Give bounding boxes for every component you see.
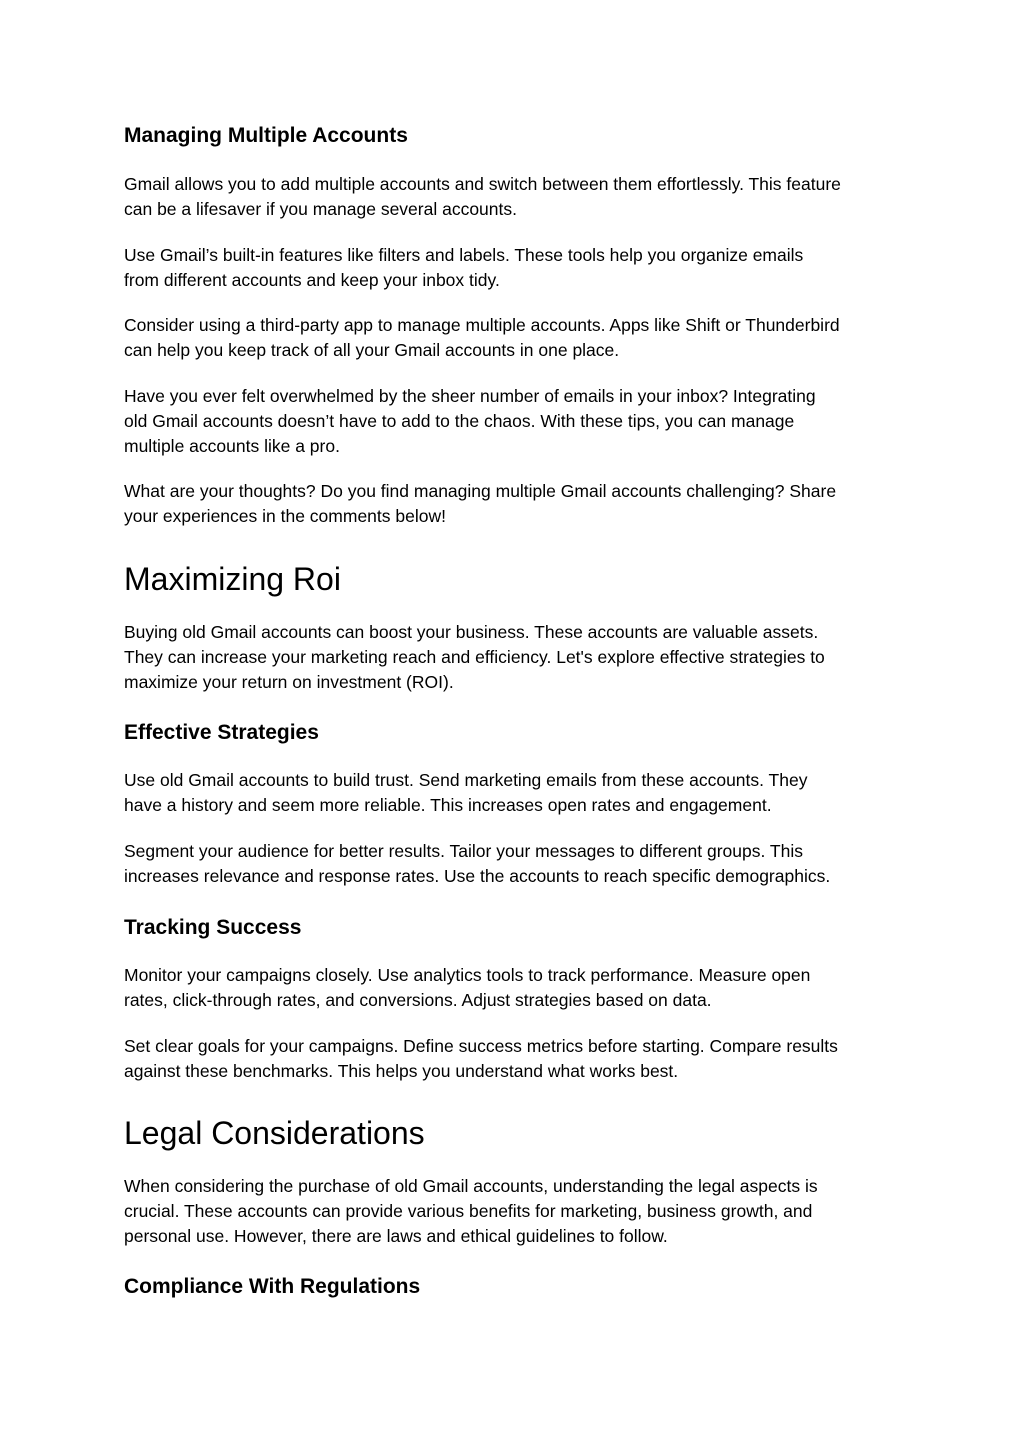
text-line: your experiences in the comments below!	[124, 506, 446, 526]
paragraph-overwhelmed	[124, 384, 816, 459]
paragraph-monitor-campaigns	[124, 963, 810, 1013]
text-line: from different accounts and keep your inbox tidy.	[124, 270, 500, 290]
text-line: Buying old Gmail accounts can boost your business. These accounts are valuable assets.	[124, 622, 819, 642]
text-line: old Gmail accounts doesn’t have to add to the chaos. With these tips, you can manage	[124, 411, 795, 431]
paragraph-add-multiple-accounts	[124, 172, 841, 222]
paragraph-third-party-app	[124, 313, 840, 363]
paragraph-legal-intro	[124, 1174, 818, 1249]
text-line: Segment your audience for better results. Tailor your messages to different groups. This	[124, 841, 803, 861]
text-line: Use old Gmail accounts to build trust. Send marketing emails from these accounts. They	[124, 770, 808, 790]
text-line: Have you ever felt overwhelmed by the sheer number of emails in your inbox? Integrating	[124, 386, 816, 406]
text-line: What are your thoughts? Do you find managing multiple Gmail accounts challenging? Share	[124, 481, 837, 501]
paragraph-filters-labels	[124, 243, 803, 293]
text-line: personal use. However, there are laws and ethical guidelines to follow.	[124, 1226, 668, 1246]
text-line: rates, click-through rates, and conversions. Adjust strategies based on data.	[124, 990, 712, 1010]
text-line: maximize your return on investment (ROI).	[124, 672, 454, 692]
heading-compliance-with-regulations: Compliance With Regulations	[124, 1275, 421, 1298]
text-line: Gmail allows you to add multiple accounts and switch between them effortlessly. This feature	[124, 174, 841, 194]
text-line: Monitor your campaigns closely. Use analytics tools to track performance. Measure open	[124, 965, 811, 985]
heading-maximizing-roi: Maximizing Roi	[124, 561, 341, 597]
paragraph-your-thoughts	[124, 479, 836, 529]
heading-managing-multiple-accounts: Managing Multiple Accounts	[124, 124, 408, 147]
text-line: They can increase your marketing reach and efficiency. Let's explore effective strategies to	[124, 647, 825, 667]
text-line: Use Gmail’s built-in features like filters and labels. These tools help you organize emails	[124, 245, 804, 265]
text-line: crucial. These accounts can provide various benefits for marketing, business growth, and	[124, 1201, 813, 1221]
paragraph-roi-intro	[124, 620, 825, 695]
paragraph-build-trust	[124, 768, 807, 818]
heading-legal-considerations: Legal Considerations	[124, 1115, 425, 1151]
text-line: against these benchmarks. This helps you understand what works best.	[124, 1061, 679, 1081]
text-line: When considering the purchase of old Gmail accounts, understanding the legal aspects is	[124, 1176, 818, 1196]
text-line: multiple accounts like a pro.	[124, 436, 340, 456]
text-line: can help you keep track of all your Gmail accounts in one place.	[124, 340, 620, 360]
text-line: increases relevance and response rates. Use the accounts to reach specific demographics.	[124, 866, 831, 886]
heading-effective-strategies: Effective Strategies	[124, 721, 319, 744]
paragraph-segment-audience	[124, 839, 830, 889]
text-line: Set clear goals for your campaigns. Define success metrics before starting. Compare results	[124, 1036, 838, 1056]
text-line: can be a lifesaver if you manage several accounts.	[124, 199, 517, 219]
heading-tracking-success: Tracking Success	[124, 916, 302, 939]
text-line: have a history and seem more reliable. This increases open rates and engagement.	[124, 795, 772, 815]
text-line: Consider using a third-party app to manage multiple accounts. Apps like Shift or Thunderbird	[124, 315, 840, 335]
paragraph-set-goals	[124, 1034, 838, 1084]
